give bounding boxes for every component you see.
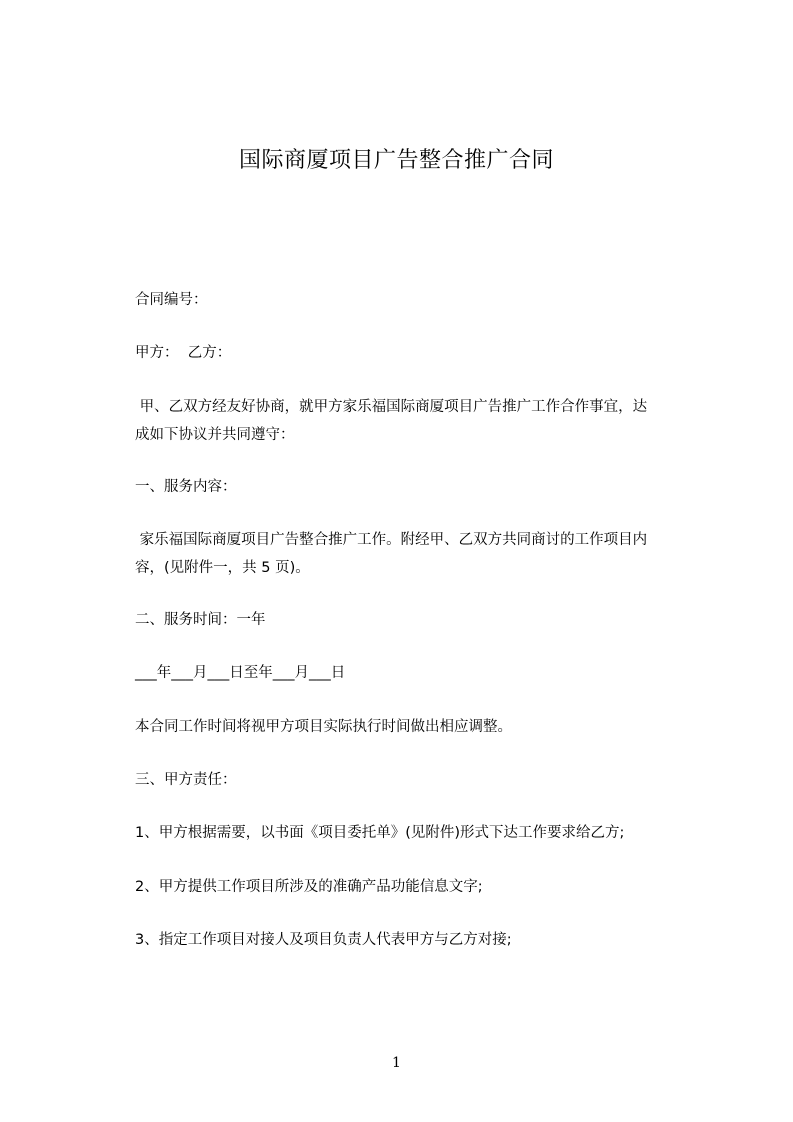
intro-paragraph (135, 393, 675, 449)
section-2-heading: 二、服务时间：一年 (135, 612, 266, 628)
section-1-line-2: 容，(见附件一，共 5 页)。 (135, 560, 310, 576)
section-3-item-3: 3、指定工作项目对接人及项目负责人代表甲方与乙方对接; (135, 932, 512, 948)
section-2-note: 本合同工作时间将视甲方项目实际执行时间做出相应调整。 (135, 719, 512, 735)
intro-line-2: 成如下协议并共同遵守： (135, 427, 295, 443)
section-1-heading: 一、服务内容： (135, 479, 237, 495)
section-1-paragraph (135, 526, 675, 582)
section-3-item-1: 1、甲方根据需要，以书面《项目委托单》(见附件)形式下达工作要求给乙方; (135, 825, 625, 841)
parties-line: 甲方： 乙方： (135, 345, 232, 361)
section-3-item-2: 2、甲方提供工作项目所涉及的准确产品功能信息文字; (135, 879, 483, 895)
document-title: 国际商厦项目广告整合推广合同 (238, 148, 554, 173)
section-2-dates: ___年___月___日至年___月___日 (135, 665, 346, 681)
intro-line-1: 甲、乙双方经友好协商，就甲方家乐福国际商厦项目广告推广工作合作事宜，达 (135, 399, 648, 415)
section-3-heading: 三、甲方责任： (135, 772, 237, 788)
contract-number-line: 合同编号： (135, 292, 208, 308)
section-1-line-1: 家乐福国际商厦项目广告整合推广工作。附经甲、乙双方共同商讨的工作项目内 (135, 532, 648, 548)
page-number: 1 (392, 1055, 401, 1071)
